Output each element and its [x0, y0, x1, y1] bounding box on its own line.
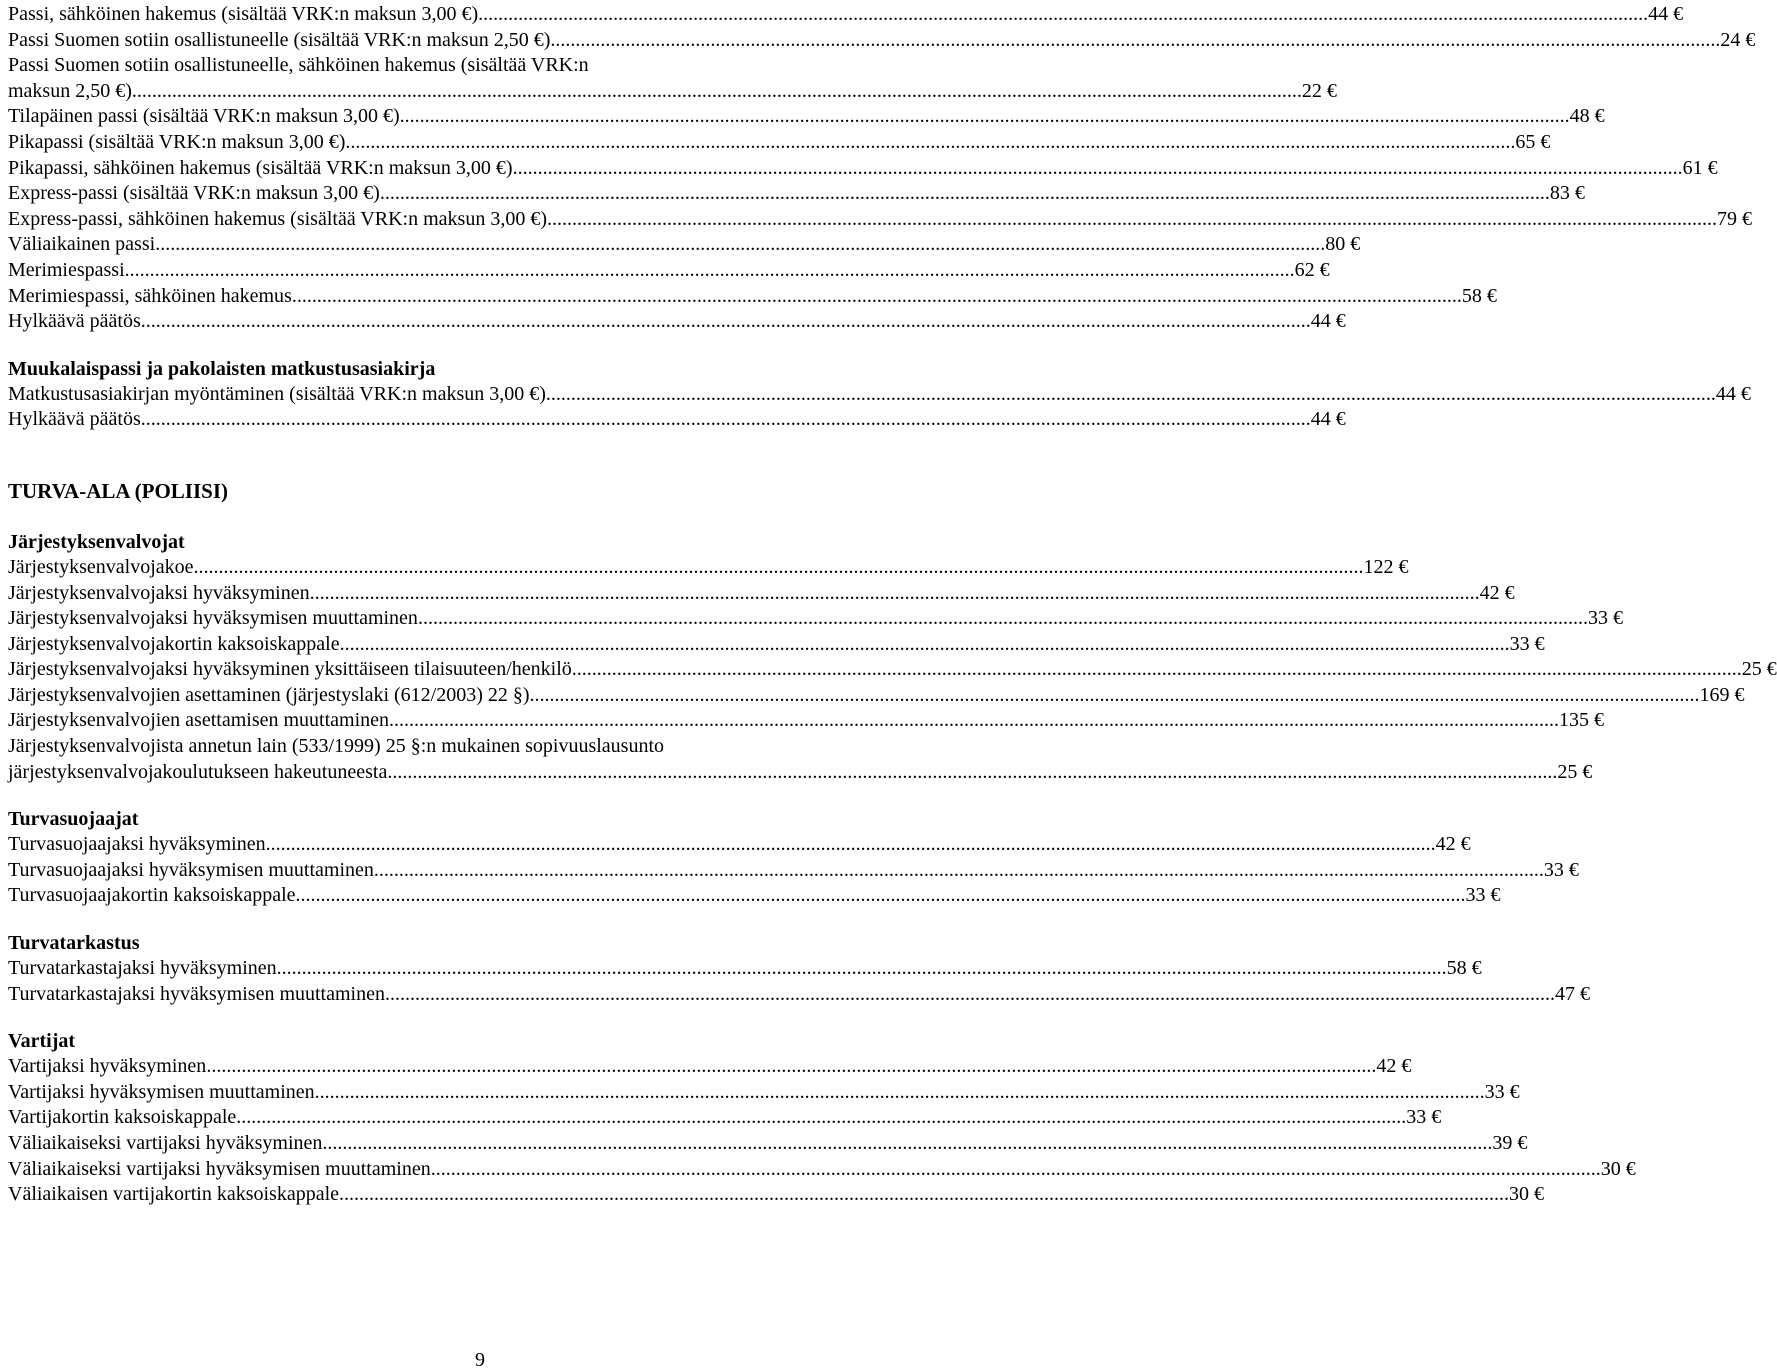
fee-amount: 24 €	[1720, 28, 1756, 51]
fee-row	[8, 1105, 1442, 1131]
dot-leader	[546, 382, 1716, 408]
fee-amount: 33 €	[1484, 1080, 1520, 1103]
fee-row-text: Turvasuojaajaksi hyväksyminen	[8, 833, 266, 856]
fee-amount: 33 €	[1543, 858, 1579, 881]
fee-row-text: Turvatarkastajaksi hyväksymisen muuttaminen	[8, 982, 385, 1005]
guard-fee-list	[8, 1054, 1636, 1208]
fee-row	[8, 956, 1482, 982]
dot-leader	[206, 1054, 1376, 1080]
fee-amount: 25 €	[1557, 760, 1593, 783]
fee-row	[8, 1080, 1520, 1106]
dot-leader	[418, 606, 1588, 632]
fee-row	[8, 657, 1777, 683]
dot-leader	[374, 858, 1544, 884]
dot-leader	[385, 982, 1555, 1008]
fee-row-text: Passi, sähköinen hakemus (sisältää VRK:n maksun 3,00 €)	[8, 3, 479, 25]
fee-amount: 33 €	[1587, 607, 1623, 630]
fee-row	[8, 555, 1409, 581]
fee-amount: 47 €	[1554, 982, 1590, 1005]
fee-amount: 42 €	[1479, 581, 1515, 604]
fee-row	[8, 207, 1752, 233]
fee-row-text: Express-passi, sähköinen hakemus (sisältää VRK:n maksun 3,00 €)	[8, 207, 547, 230]
fee-row	[8, 858, 1579, 884]
fee-amount: 33 €	[1509, 632, 1545, 655]
dot-leader	[315, 1080, 1485, 1106]
alien-passport-fee-list	[8, 382, 1751, 433]
dot-leader	[236, 1105, 1406, 1131]
fee-row-text: maksun 2,50 €)	[8, 79, 132, 102]
fee-row-text: järjestyksenvalvojakoulutukseen hakeutuneesta	[8, 760, 388, 783]
fee-row-text: Merimiespassi, sähköinen hakemus	[8, 284, 292, 307]
dot-leader	[141, 309, 1311, 335]
dot-leader	[340, 632, 1510, 658]
fee-amount: 80 €	[1325, 233, 1361, 256]
fee-row	[8, 407, 1346, 433]
fee-amount: 122 €	[1363, 555, 1409, 578]
dot-leader	[478, 2, 1648, 28]
fee-amount: 33 €	[1465, 884, 1501, 907]
passport-fee-list	[8, 104, 1752, 334]
dot-leader	[322, 1131, 1492, 1157]
dot-leader	[547, 207, 1717, 233]
fee-row-text: Vartijaksi hyväksymisen muuttaminen	[8, 1080, 315, 1103]
fee-amount: 44 €	[1310, 310, 1346, 333]
fee-amount: 22 €	[1301, 79, 1337, 102]
dot-leader	[292, 284, 1462, 310]
fee-row-text: Pikapassi (sisältää VRK:n maksun 3,00 €)	[8, 130, 346, 153]
dot-leader	[530, 683, 1700, 709]
section-heading-guards: Vartijat	[8, 1030, 76, 1053]
dot-leader	[431, 1157, 1601, 1183]
fee-row-text: Hylkäävä päätös	[8, 408, 141, 431]
fee-row-text: Turvasuojaajaksi hyväksymisen muuttaminen	[8, 858, 374, 881]
fee-row-text: Järjestyksenvalvojakoe	[8, 555, 194, 578]
fee-amount: 42 €	[1435, 833, 1471, 856]
fee-amount: 61 €	[1682, 156, 1718, 179]
fee-row-text: Pikapassi, sähköinen hakemus (sisältää VRK:n maksun 3,00 €)	[8, 156, 513, 179]
fee-row	[8, 28, 1756, 54]
fee-row	[8, 130, 1551, 156]
fee-row-text: Järjestyksenvalvojien asettamisen muuttaminen	[8, 709, 390, 732]
fee-row	[8, 156, 1718, 182]
section-heading-security-inspection: Turvatarkastus	[8, 932, 140, 955]
fee-row-text: Järjestyksenvalvojaksi hyväksyminen	[8, 581, 310, 604]
fee-row-text: Järjestyksenvalvojaksi hyväksyminen yksittäiseen tilaisuuteen/henkilö	[8, 658, 572, 681]
dot-leader	[387, 760, 1557, 786]
dot-leader	[141, 407, 1311, 433]
fee-row	[8, 284, 1497, 310]
fee-amount: 39 €	[1492, 1132, 1528, 1154]
dot-leader	[125, 258, 1295, 284]
dot-leader	[277, 956, 1447, 982]
dot-leader	[266, 832, 1436, 858]
fee-row	[8, 1182, 1545, 1208]
fee-row	[8, 181, 1585, 207]
dot-leader	[389, 708, 1559, 734]
dot-leader	[572, 657, 1742, 683]
dot-leader	[339, 1182, 1509, 1208]
fee-amount: 135 €	[1559, 709, 1605, 732]
fee-row-text: Väliaikaisen vartijakortin kaksoiskappale	[8, 1183, 340, 1206]
fee-row	[8, 1157, 1636, 1183]
fee-amount: 48 €	[1569, 105, 1605, 128]
fee-amount: 44 €	[1715, 382, 1751, 405]
fee-row-text: Passi Suomen sotiin osallistuneelle, sähköinen hakemus (sisältää VRK:n	[8, 54, 589, 77]
fee-amount: 58 €	[1446, 957, 1482, 980]
fee-row-text: Järjestyksenvalvojaksi hyväksymisen muuttaminen	[8, 607, 418, 630]
fee-amount: 58 €	[1461, 284, 1497, 307]
fee-amount: 65 €	[1515, 130, 1551, 153]
page-number: 9	[475, 1349, 485, 1371]
fee-amount: 169 €	[1699, 683, 1745, 706]
fee-row	[8, 606, 1623, 632]
fee-row	[8, 708, 1605, 734]
fee-row	[8, 1054, 1412, 1080]
fee-amount: 33 €	[1406, 1106, 1442, 1129]
fee-row-wrapped	[8, 53, 1337, 104]
fee-row	[8, 258, 1330, 284]
guard-protector-fee-list	[8, 832, 1579, 909]
fee-row-text: Väliaikaiseksi vartijaksi hyväksymisen muuttaminen	[8, 1157, 431, 1180]
fee-row-wrapped	[8, 734, 1593, 785]
fee-row-text: Merimiespassi	[8, 258, 125, 281]
passport-fee-list-top	[8, 2, 1756, 53]
fee-row-text: Vartijakortin kaksoiskappale	[8, 1106, 237, 1129]
fee-row-text: Tilapäinen passi (sisältää VRK:n maksun 3,00 €)	[8, 105, 400, 128]
section-heading-order-guards: Järjestyksenvalvojat	[8, 530, 185, 553]
fee-row	[8, 832, 1471, 858]
dot-leader	[380, 181, 1550, 207]
fee-amount: 42 €	[1376, 1055, 1412, 1078]
dot-leader	[513, 156, 1683, 182]
fee-row	[8, 1131, 1528, 1157]
fee-row	[8, 2, 1684, 28]
fee-amount: 30 €	[1509, 1183, 1545, 1206]
dot-leader	[400, 104, 1570, 130]
fee-row-text: Väliaikainen passi	[8, 233, 156, 256]
order-guard-fee-list	[8, 555, 1777, 734]
fee-row-text: Turvasuojaajakortin kaksoiskappale	[8, 884, 296, 907]
fee-row	[8, 104, 1605, 130]
fee-amount: 44 €	[1648, 3, 1684, 25]
fee-row-text: Hylkäävä päätös	[8, 310, 141, 333]
fee-amount: 25 €	[1741, 658, 1777, 681]
fee-row	[8, 683, 1745, 709]
fee-row-text: Järjestyksenvalvojista annetun lain (533/1999) 25 §:n mukainen sopivuuslausunto	[8, 735, 665, 758]
fee-row	[8, 883, 1501, 909]
fee-row-text: Passi Suomen sotiin osallistuneelle (sisältää VRK:n maksun 2,50 €)	[8, 28, 551, 51]
dot-leader	[132, 79, 1302, 105]
fee-row	[8, 581, 1515, 607]
fee-amount: 79 €	[1717, 207, 1752, 230]
dot-leader	[296, 883, 1466, 909]
dot-leader	[310, 581, 1480, 607]
main-heading-security: TURVA-ALA (POLIISI)	[8, 478, 228, 503]
dot-leader	[550, 28, 1720, 54]
fee-row-text: Väliaikaiseksi vartijaksi hyväksyminen	[8, 1132, 323, 1154]
section-heading-guard-protectors: Turvasuojaajat	[8, 808, 139, 831]
fee-row	[8, 382, 1751, 408]
fee-row	[8, 309, 1346, 335]
section-heading-alien-passport: Muukalaispassi ja pakolaisten matkustusasiakirja	[8, 357, 436, 380]
fee-row	[8, 982, 1590, 1008]
dot-leader	[155, 232, 1325, 258]
fee-row	[8, 632, 1545, 658]
fee-amount: 44 €	[1310, 408, 1346, 431]
fee-document	[8, 2, 1777, 1208]
fee-row-text: Matkustusasiakirjan myöntäminen (sisältää VRK:n maksun 3,00 €)	[8, 382, 546, 405]
security-inspection-fee-list	[8, 956, 1590, 1007]
dot-leader	[345, 130, 1515, 156]
fee-amount: 83 €	[1549, 182, 1585, 205]
fee-row-text: Järjestyksenvalvojakortin kaksoiskappale	[8, 632, 340, 655]
fee-row-text: Express-passi (sisältää VRK:n maksun 3,00 €)	[8, 182, 380, 205]
fee-row-text: Turvatarkastajaksi hyväksyminen	[8, 957, 277, 980]
fee-amount: 30 €	[1600, 1157, 1636, 1180]
fee-row-text: Järjestyksenvalvojien asettaminen (järjestyslaki (612/2003) 22 §)	[8, 683, 530, 706]
dot-leader	[194, 555, 1364, 581]
fee-row	[8, 232, 1361, 258]
fee-row-text: Vartijaksi hyväksyminen	[8, 1055, 207, 1078]
fee-amount: 62 €	[1294, 258, 1330, 281]
